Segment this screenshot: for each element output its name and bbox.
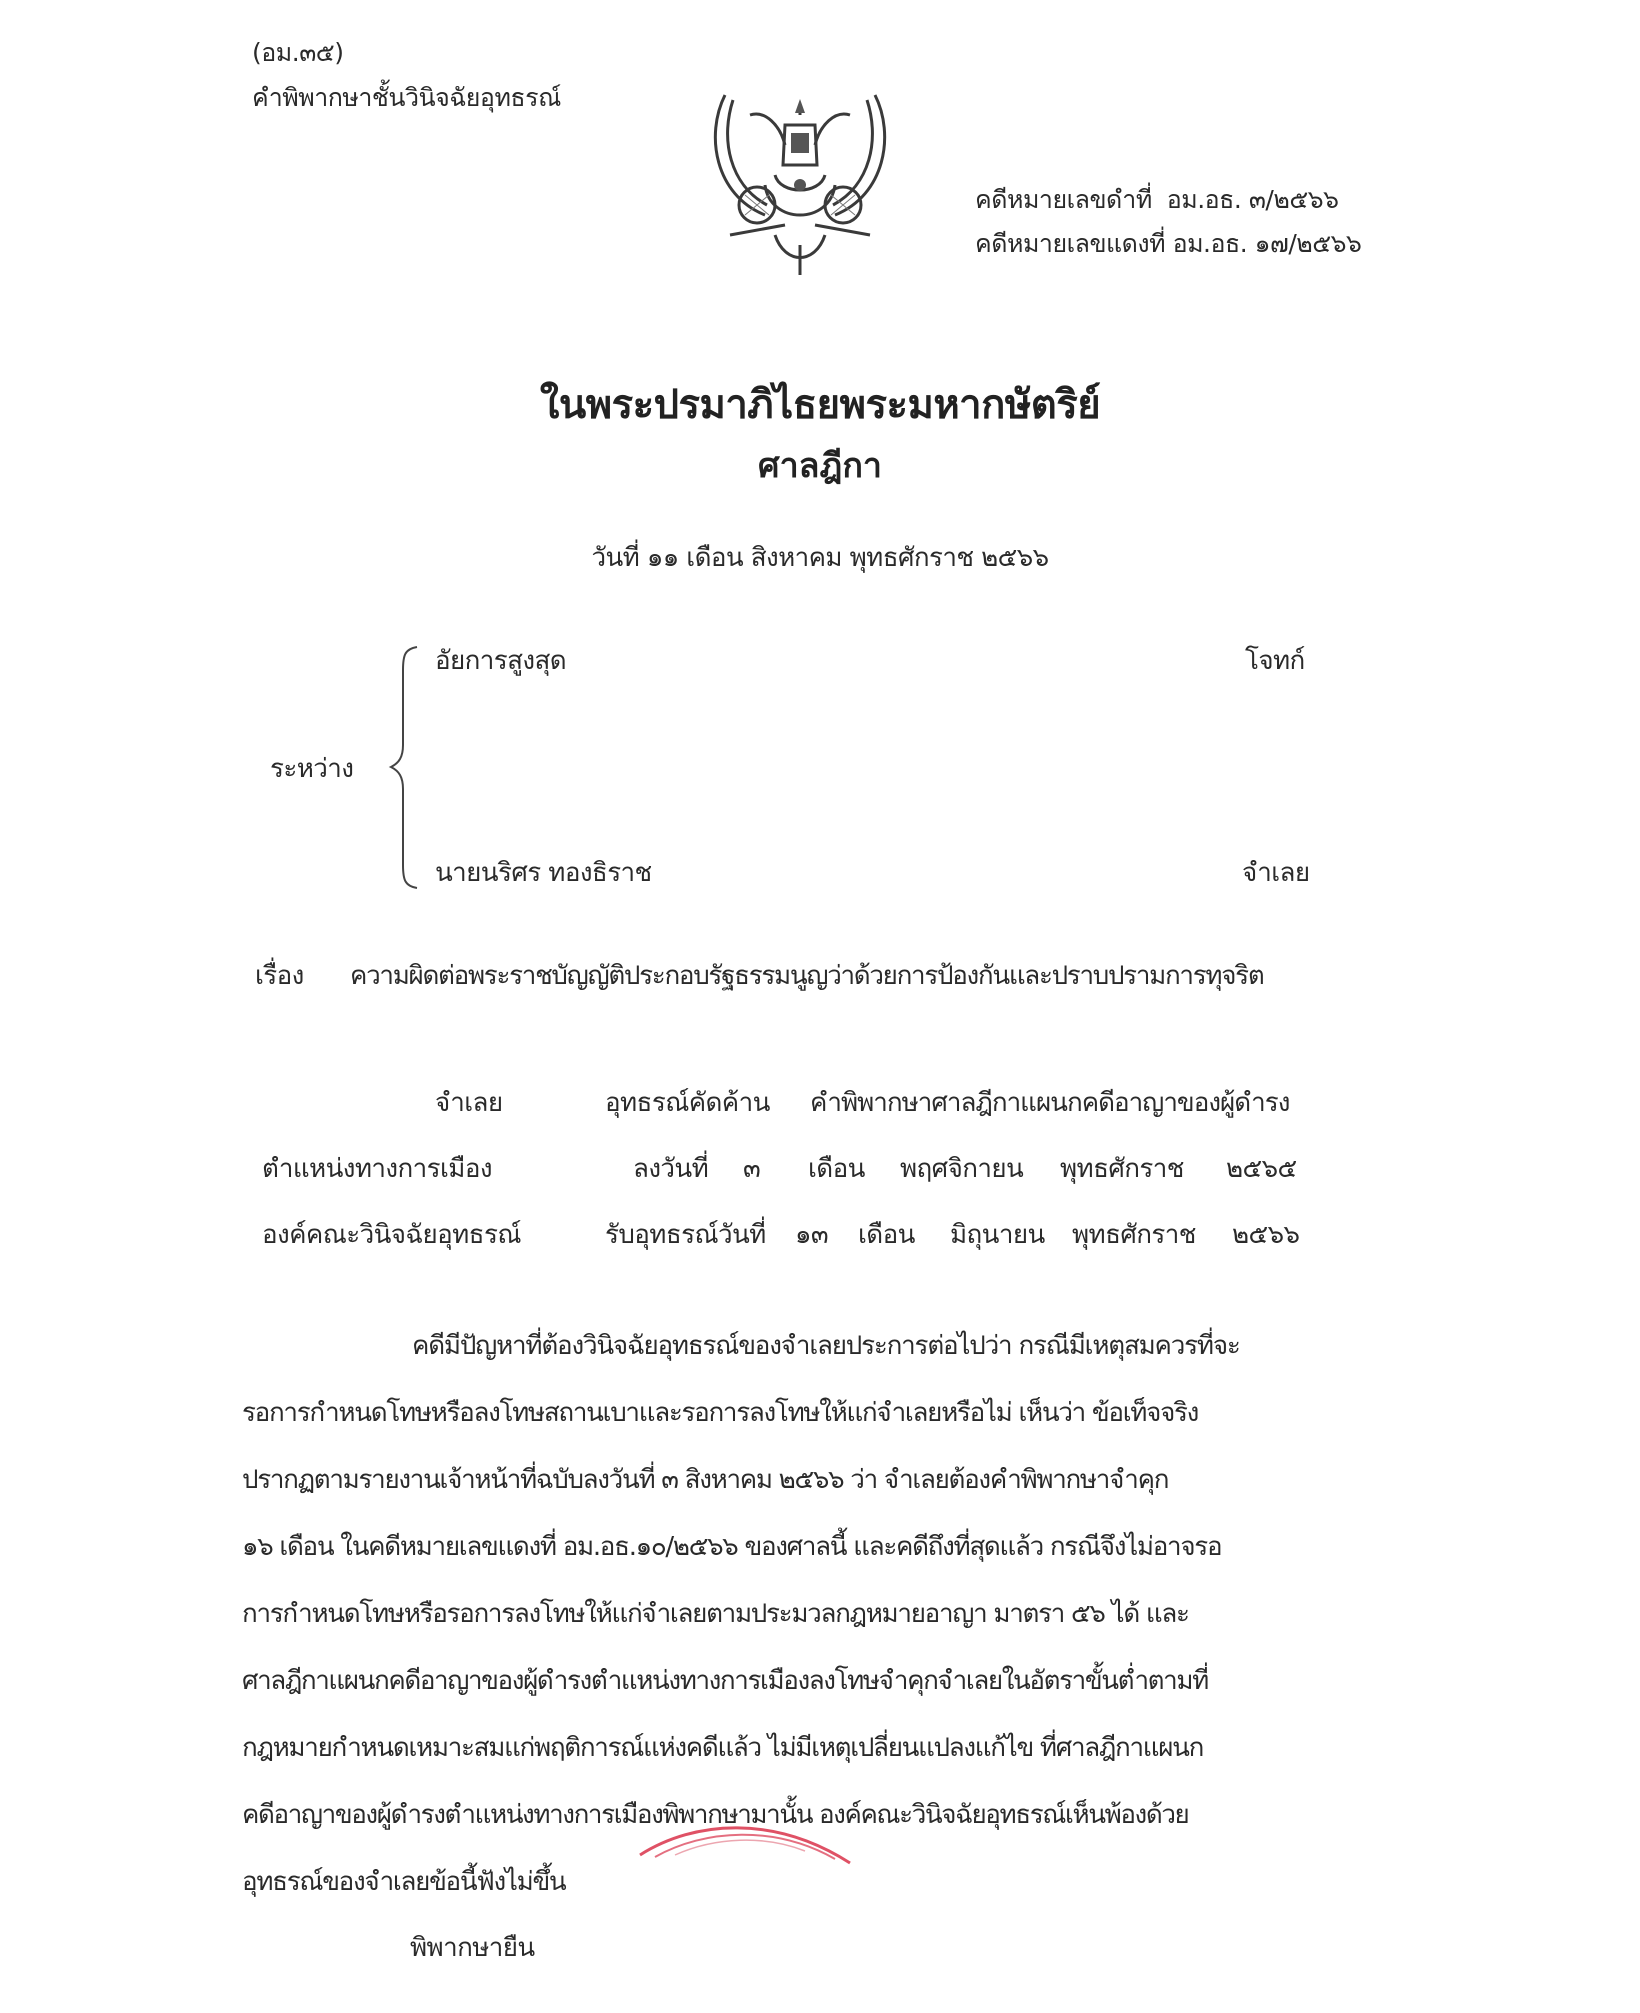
body-line-8: คดีอาญาของผู้ดำรงตำแหน่งทางการเมืองพิพากษามานั้น องค์คณะวินิจฉัยอุทธรณ์เห็นพ้องด้วย bbox=[242, 1800, 1189, 1830]
appeal-row2-month: พฤศจิกายน bbox=[900, 1154, 1024, 1184]
plaintiff-name: อัยการสูงสุด bbox=[435, 646, 567, 676]
body-line-9: อุทธรณ์ของจำเลยข้อนี้ฟังไม่ขึ้น bbox=[242, 1867, 566, 1897]
defendant-name: นายนริศร ทองธิราช bbox=[435, 858, 652, 888]
form-title: คำพิพากษาชั้นวินิจฉัยอุทธรณ์ bbox=[252, 83, 561, 112]
red-pen-mark-icon bbox=[635, 1815, 865, 1870]
brace-icon bbox=[385, 645, 425, 890]
royal-title: ในพระปรมาภิไธยพระมหากษัตริย์ bbox=[539, 382, 1101, 428]
body-line-6: ศาลฎีกาแผนกคดีอาญาของผู้ดำรงตำแหน่งทางการเมืองลงโทษจำคุกจำเลยในอัตราขั้นต่ำตามที่ bbox=[242, 1666, 1208, 1696]
appeal-row3-date-prefix: รับอุทธรณ์วันที่ bbox=[605, 1220, 766, 1250]
body-line-7: กฎหมายกำหนดเหมาะสมแก่พฤติการณ์แห่งคดีแล้ว ไม่มีเหตุเปลี่ยนแปลงแก้ไข ที่ศาลฎีกาแผนก bbox=[242, 1733, 1204, 1763]
appeal-row1-action: อุทธรณ์คัดค้าน bbox=[605, 1088, 770, 1118]
appeal-row2-day: ๓ bbox=[743, 1154, 761, 1184]
appeal-row2-label: ตำแหน่งทางการเมือง bbox=[262, 1154, 492, 1184]
black-case-number: อม.อธ. ๓/๒๕๖๖ bbox=[1166, 185, 1339, 214]
appeal-row3-label: องค์คณะวินิจฉัยอุทธรณ์ bbox=[262, 1220, 521, 1250]
body-line-4: ๑๖ เดือน ในคดีหมายเลขแดงที่ อม.อธ.๑๐/๒๕๖๖ ของศาลนี้ และคดีถึงที่สุดแล้ว กรณีจึงไม่อาจรอ bbox=[242, 1532, 1222, 1562]
appeal-row3-year-label: พุทธศักราช bbox=[1072, 1220, 1196, 1250]
appeal-row1-party: จำเลย bbox=[435, 1088, 503, 1118]
appeal-row3-year: ๒๕๖๖ bbox=[1232, 1220, 1300, 1250]
subject-text: ความผิดต่อพระราชบัญญัติประกอบรัฐธรรมนูญว่าด้วยการป้องกันและปราบปรามการทุจริต bbox=[350, 961, 1264, 991]
subject-label: เรื่อง bbox=[255, 961, 304, 991]
black-case-line bbox=[975, 180, 1338, 220]
court-name: ศาลฎีกา bbox=[757, 446, 882, 486]
appeal-row2-year-label: พุทธศักราช bbox=[1060, 1154, 1184, 1184]
appeal-row3-month-label: เดือน bbox=[858, 1220, 915, 1250]
body-line-1: คดีมีปัญหาที่ต้องวินิจฉัยอุทธรณ์ของจำเลยประการต่อไปว่า กรณีมีเหตุสมควรที่จะ bbox=[412, 1331, 1240, 1361]
body-line-5: การกำหนดโทษหรือรอการลงโทษให้แก่จำเลยตามประมวลกฎหมายอาญา มาตรา ๕๖ ได้ และ bbox=[242, 1599, 1189, 1629]
body-line-2: รอการกำหนดโทษหรือลงโทษสถานเบาและรอการลงโทษให้แก่จำเลยหรือไม่ เห็นว่า ข้อเท็จจริง bbox=[242, 1398, 1199, 1428]
form-code: (อม.๓๕) bbox=[252, 38, 344, 67]
red-case-label: คดีหมายเลขแดงที่ bbox=[975, 229, 1166, 258]
appeal-row1-target: คำพิพากษาศาลฎีกาแผนกคดีอาญาของผู้ดำรง bbox=[810, 1088, 1290, 1118]
red-case-line bbox=[975, 224, 1361, 264]
red-case-number: อม.อธ. ๑๗/๒๕๖๖ bbox=[1172, 229, 1362, 258]
appeal-row2-date-prefix: ลงวันที่ bbox=[633, 1154, 709, 1184]
appeal-row2-month-label: เดือน bbox=[808, 1154, 865, 1184]
body-line-3: ปรากฏตามรายงานเจ้าหน้าที่ฉบับลงวันที่ ๓ สิงหาคม ๒๕๖๖ ว่า จำเลยต้องคำพิพากษาจำคุก bbox=[242, 1465, 1169, 1495]
appeal-row3-day: ๑๓ bbox=[795, 1220, 829, 1250]
appeal-row3-month: มิถุนายน bbox=[950, 1220, 1045, 1250]
verdict: พิพากษายืน bbox=[410, 1933, 535, 1963]
judgment-date: วันที่ ๑๑ เดือน สิงหาคม พุทธศักราช ๒๕๖๖ bbox=[591, 543, 1049, 573]
between-label: ระหว่าง bbox=[270, 754, 354, 784]
black-case-label: คดีหมายเลขดำที่ bbox=[975, 185, 1152, 214]
plaintiff-role: โจทก์ bbox=[1245, 646, 1305, 676]
appeal-row2-year: ๒๕๖๕ bbox=[1226, 1154, 1297, 1184]
defendant-role: จำเลย bbox=[1242, 858, 1310, 888]
garuda-emblem-icon bbox=[705, 85, 895, 280]
